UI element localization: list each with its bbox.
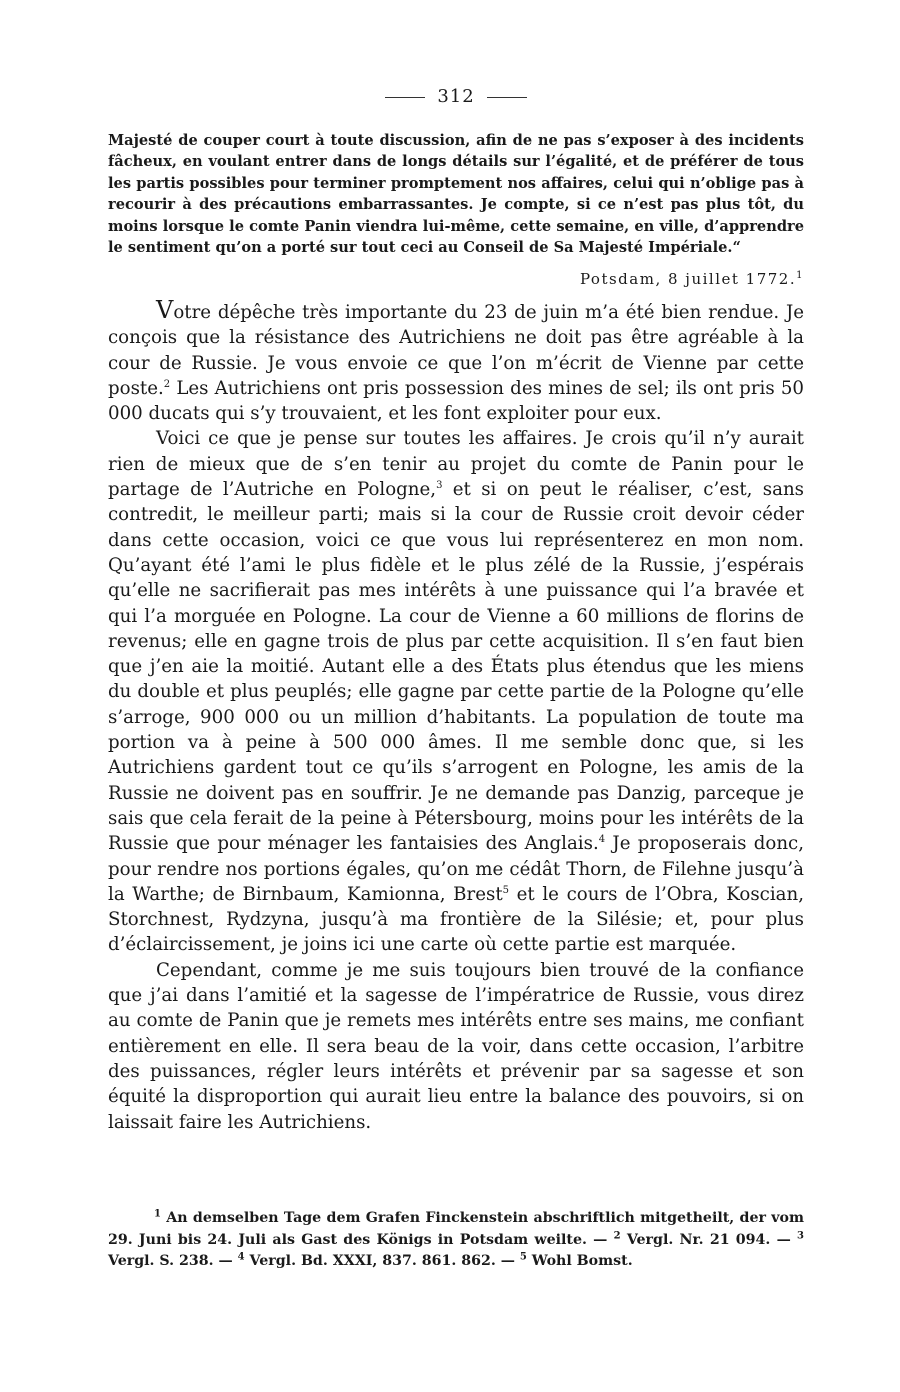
footnote-marker: 5 (519, 1251, 527, 1263)
dateline-text: Potsdam, 8 juillet 1772. (579, 270, 797, 288)
dateline (580, 270, 804, 288)
preceding-letter-end (108, 130, 804, 258)
footnote-marker: 2 (613, 1229, 621, 1241)
footnote-block (108, 1208, 804, 1273)
header-rule-right (487, 97, 527, 98)
footnote-text: Vergl. Bd. XXXI, 837. 861. 862. — (244, 1253, 520, 1269)
paragraph (108, 426, 804, 957)
footnote-text: Vergl. S. 238. — (108, 1253, 238, 1269)
paragraph: Cependant, comme je me suis toujours bien trouvé de la confiance que j’ai dans l’amitié et la sagesse de l’impératrice de Russie, vous direz au comte de Panin que je remets mes intérêts entre ses mains, me confiant entièrement en elle. Il sera beau de la voir, dans cette occasion, l’arbitre des puissances, régler leurs intérêts et prévenir par sa sagesse et son équité la disproportion qui aurait lieu entre la balance des pouvoirs, si on laissait faire les Autrichiens. (108, 959, 804, 1133)
paragraph-text: Votre dépêche très importante du 23 de juin m’a été bien rendue. Je conçois que la résistance des Autrichiens ne doit pas être agréable à la cour de Russie. Je vous envoie ce que l’on m’écrit de Vienne par cette poste. (108, 296, 804, 399)
footnote-marker: 3 (797, 1229, 804, 1241)
footnote-text: Wohl Bomst. (526, 1253, 633, 1269)
footnotes (108, 1208, 804, 1273)
footnote-marker: 1 (154, 1208, 161, 1220)
paragraph (108, 298, 804, 426)
preceding-text: Majesté de couper court à toute discussion, afin de ne pas s’exposer à des incidents fâcheux, en voulant entrer dans de longs détails sur l’égalité, et de préférer de tous les partis possibles pour terminer promptement nos affaires, celui qui n’oblige pas à recourir à des précautions embarrassantes. Je compte, si ce n’est pas plus tôt, du moins lorsque le comte Panin viendra lui-même, cette semaine, en ville, d’apprendre le sentiment qu’on a porté sur tout ceci au Conseil de Sa Majesté Impériale.“ (108, 132, 804, 257)
paragraph-text: et si on peut le réaliser, c’est, sans contredit, le meilleur parti; mais si la cour de Russie croit devoir céder dans cette occasion, voici ce que vous lui représenterez en mon nom. Qu’ayant été l’ami le plus fidèle et le plus zélé de la Russie, j’espérais qu’elle ne sacrifierait pas mes intérêts à une puissance qui l’a bravée et qui l’a morguée en Pologne. La cour de Vienne a 60 millions de florins de revenus; elle en gagne trois de plus par cette acquisition. Il s’en faut bien que j’en aie la moitié. Autant elle a des États plus étendus que les miens du double et plus peuplés; elle gagne par cette partie de la Pologne qu’elle s’arroge, 900 000 ou un million d’habitants. La population de toute ma portion va à peine à 500 000 âmes. Il me semble donc que, si les Autrichiens gardent tout ce qu’ils s’arrogent en Pologne, les amis de la Russie ne doivent pas en souffrir. Je ne demande pas Danzig, parceque je sais que cela ferait de la peine à Pétersbourg, moins pour les intérêts de la Russie que pour ménager les fantaisies des Anglais. (108, 479, 804, 855)
footnote-ref: 3 (436, 480, 443, 492)
page-number-header (108, 86, 804, 107)
footnote-ref: 1 (796, 270, 804, 281)
footnote-marker: 4 (237, 1251, 245, 1263)
letter-body (108, 298, 804, 1135)
footnote-ref: 2 (163, 378, 171, 390)
footnote-text: An demselben Tage dem Grafen Finckenstein abschriftlich mitgetheilt, der vom 29. Juni bis 24. Juli als Gast des Königs in Potsdam weilte. — (108, 1210, 804, 1248)
header-rule-left (385, 97, 425, 98)
footnote-ref: 5 (502, 884, 509, 896)
footnote-text: Vergl. Nr. 21 094. — (620, 1231, 798, 1248)
paragraph-text: Voici ce que je pense sur toutes les affaires. Je crois qu’il n’y aurait rien de mieux que de s’en tenir au projet du comte de Panin pour le partage de l’Autriche en Pologne, (108, 428, 804, 501)
paragraph-text: Les Autrichiens ont pris possession des mines de sel; ils ont pris 50 000 ducats qui s’y trouvaient, et les font exploiter pour eux. (108, 377, 804, 425)
paragraph-text: Je proposerais donc, pour rendre nos portions égales, qu’on me cédât Thorn, de Filehne jusqu’à la Warthe; de Birnbaum, Kamionna, Brest (108, 833, 804, 905)
footnote-ref: 4 (598, 834, 606, 846)
paragraph-text: et le cours de l’Obra, Koscian, Storchnest, Rydzyna, jusqu’à ma frontière de la Silésie; et, pour plus d’éclaircissement, je joins ici une carte où cette partie est marquée. (108, 883, 804, 956)
page-number: 312 (437, 86, 475, 107)
